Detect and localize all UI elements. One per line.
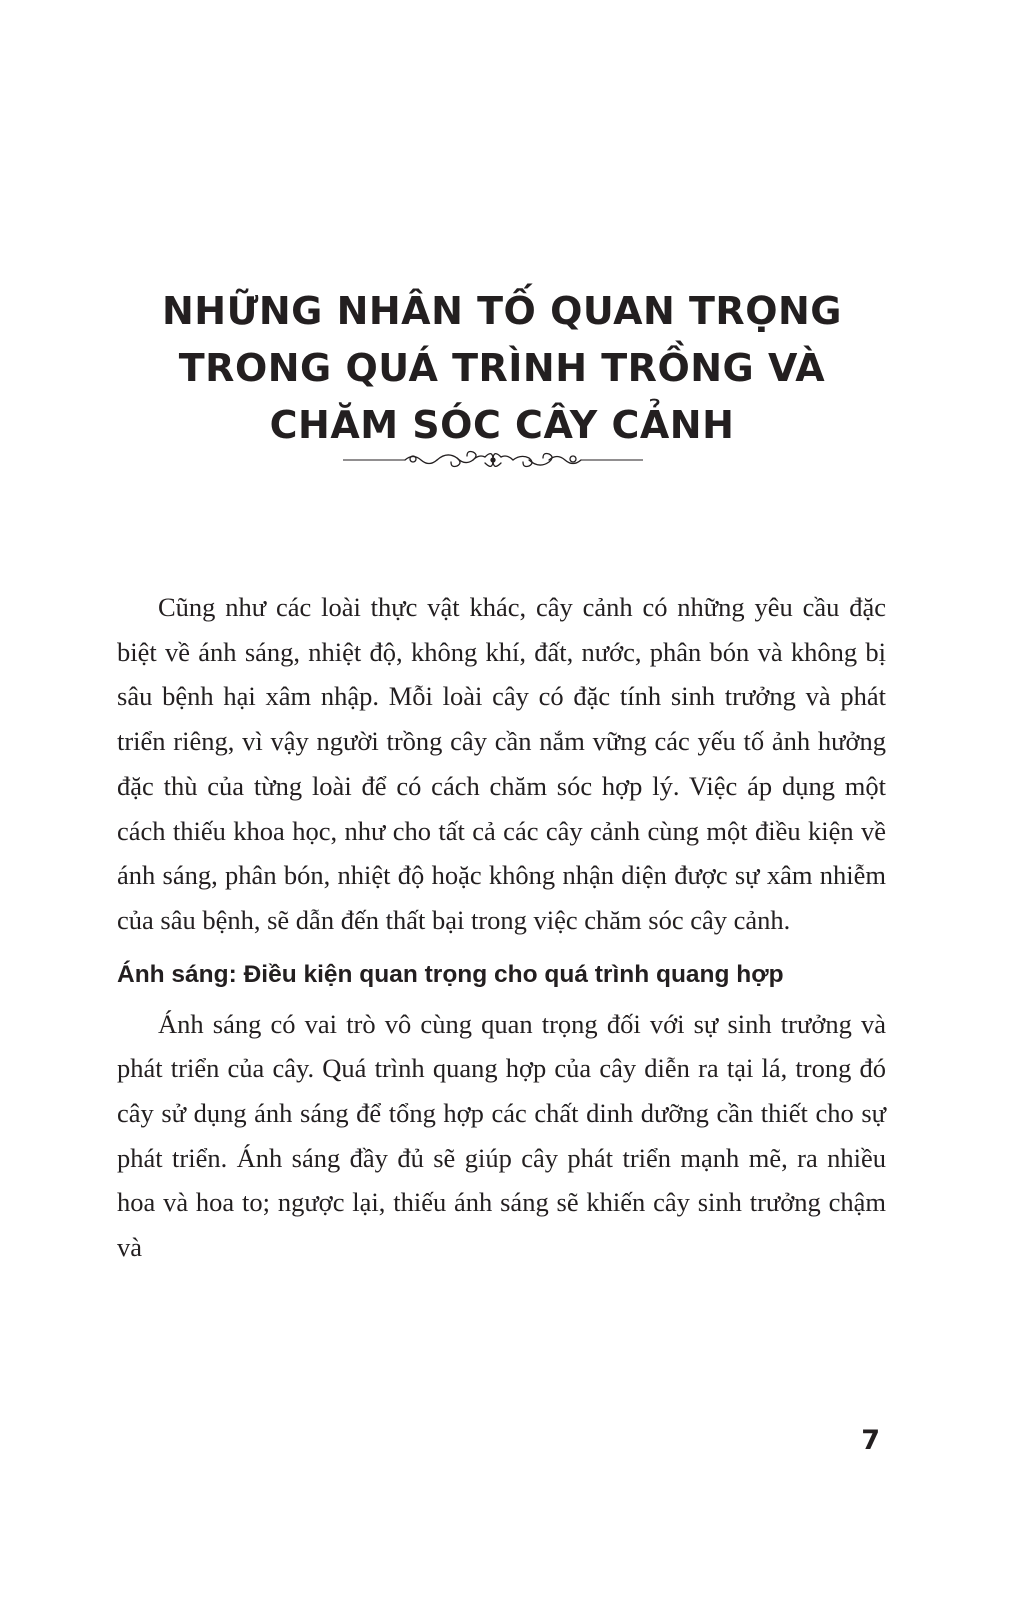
scroll-divider-icon [343,445,643,475]
page-number: 7 [861,1425,880,1456]
chapter-title-line-2: TRONG QUÁ TRÌNH TRỒNG VÀ [178,346,826,390]
chapter-title-line-3: CHĂM SÓC CÂY CẢNH [269,403,735,447]
chapter-title [112,283,892,454]
chapter-title-line-1: NHỮNG NHÂN TỐ QUAN TRỌNG [162,289,842,333]
intro-paragraph: Cũng như các loài thực vật khác, cây cảnh có những yêu cầu đặc biệt về ánh sáng, nhiệt độ, không khí, đất, nước, phân bón và không bị sâu bệnh hại xâm nhập. Mỗi loài cây có đặc tính sinh trưởng và phát triển riêng, vì vậy người trồng cây cần nắm vững các yếu tố ảnh hưởng đặc thù của từng loài để có cách chăm sóc hợp lý. Việc áp dụng một cách thiếu khoa học, như cho tất cả các cây cảnh cùng một điều kiện về ánh sáng, phân bón, nhiệt độ hoặc không nhận diện được sự xâm nhiễm của sâu bệnh, sẽ dẫn đến thất bại trong việc chăm sóc cây cảnh. [117,592,886,935]
section-paragraph: Ánh sáng có vai trò vô cùng quan trọng đối với sự sinh trưởng và phát triển của cây. Quá trình quang hợp của cây diễn ra tại lá, trong đó cây sử dụng ánh sáng để tổng hợp các chất dinh dưỡng cần thiết cho sự phát triển. Ánh sáng đầy đủ sẽ giúp cây phát triển mạnh mẽ, ra nhiều hoa và hoa to; ngược lại, thiếu ánh sáng sẽ khiến cây sinh trưởng chậm và [117,1008,886,1263]
body-text [117,585,886,1270]
section-heading: Ánh sáng: Điều kiện quan trọng cho quá trình quang hợp [117,960,784,988]
